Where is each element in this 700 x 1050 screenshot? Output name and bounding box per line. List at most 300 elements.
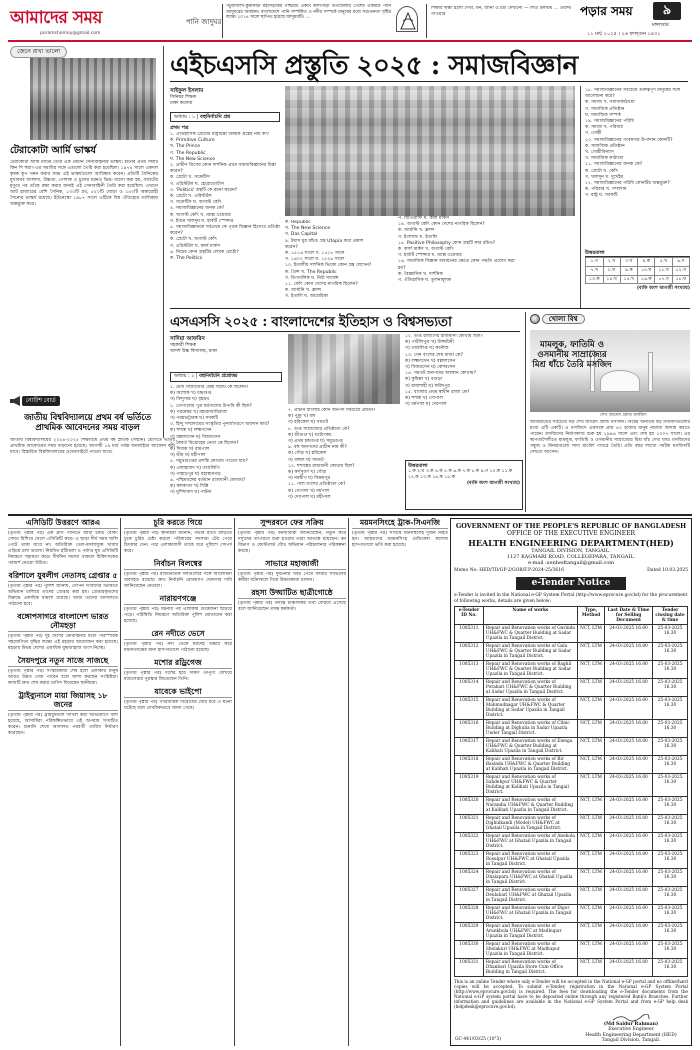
answer-cell: ৭.খ — [586, 266, 604, 275]
tender-row — [455, 796, 688, 814]
news-col-2 — [124, 518, 232, 1048]
tender-cell: Repair and Renovation works of Porabari UH&FWC & Quarter Building at Sadar Upazila in Tangail District. — [483, 678, 577, 696]
tender-cell: Repair and Renovation works of Gurinda UH&FWC & Quarter Building at Sadar Upazila in Tangail District. — [483, 624, 577, 642]
minaret-shape — [648, 352, 653, 392]
column-divider — [120, 518, 121, 1046]
answer-cell: ৮.ঘ — [603, 266, 620, 275]
tender-cell: Repair and Renovation works of Narandia UH&FWC & Quarter Building at Kalihati Upazila in Tangail District. — [483, 796, 577, 814]
ssc-banner-title: এসএসসি ২০২৫ : বাংলাদেশের ইতিহাস ও বিশ্বসভ্যতা — [170, 314, 452, 330]
question-line: গ. গোষ্ঠী — [585, 131, 602, 137]
question-line: ক) কর্ণসুবর্ণ খ) গৌড় — [288, 470, 327, 476]
news-body: (তৃতীয় পৃষ্ঠার পর) এক গ্লাস পানিতে আধা চামচ বেকিং সোডা মিশিয়ে খেলে এসিডিটি কমে। এ ছাড়া দীর্ঘ সময় খালি পেটে থাকা যাবে না। অতিরিক্ত তেল-মসলাযুক্ত খাবার এড়িয়ে চলা ভালো। নিয়মিত হাঁটাচলা ও পর্যাপ্ত ঘুম এসিডিটি নিয়ন্ত্রণে সহায়তা করে। দীর্ঘদিন সমস্যা থাকলে চিকিৎসকের পরামর্শ নেওয়া উচিত। — [8, 531, 118, 566]
tender-row — [455, 696, 688, 719]
tender-cell: 1085316 — [455, 719, 484, 737]
chapter-title: বহুনির্বাচনি প্রশ্ন — [199, 114, 231, 120]
tender-row — [455, 642, 688, 660]
news-body: (তৃতীয় পৃষ্ঠার পর) দুই দেশের নৌবাহিনীর মধ্যে পারস্পরিক সহযোগিতা বৃদ্ধির লক্ষ্যে এই মহড়ার আয়োজন করা হয়েছে। মহড়ায় উভয় দেশের একাধিক যুদ্ধজাহাজ অংশ নিচ্ছে। — [8, 634, 118, 651]
answer-table — [585, 257, 690, 284]
tender-cell: NCT, LTM — [577, 755, 604, 773]
tender-cell: NCT, LTM — [577, 886, 604, 904]
news-headline[interactable]: নির্বাচন বিলম্বের — [124, 559, 232, 570]
continued-note: (বাকি অংশ আগামী সংখ্যায়) — [466, 481, 520, 487]
question-line: ক) পাটলিপুত্র খ) উজ্জয়িনী — [405, 340, 454, 346]
question-line: গ. The Republic — [170, 150, 206, 156]
question-line: গ. Das Capital — [285, 232, 318, 238]
signature-mark — [574, 1014, 688, 1022]
question-line: ১১. পাল বংশের প্রতিষ্ঠাতা কে? — [288, 482, 346, 488]
tender-cell: Repair and Renovation works of Dighulkandi (Model) UH&FWC at Ghatail Upazila in Tangail District. — [483, 814, 577, 832]
tender-cell: Repair and Renovation works of Gala UH&FWC & Quarter Building at Sadar Upazila in Tangail District. — [483, 642, 577, 660]
students-photo — [288, 334, 400, 404]
news-headline[interactable]: সুন্দরবনে ফের সক্রিয় — [238, 518, 346, 529]
column-divider — [348, 518, 349, 1046]
question-line: ১১. কোঁৎ কোন দেশের নাগরিক ছিলেন? — [285, 282, 358, 288]
hsc-q-col3 — [398, 216, 518, 306]
tender-date: Dated 10.03.2025 — [647, 568, 688, 574]
tender-cell: 24-03-2025 16.00 — [605, 696, 653, 719]
tender-cell: 25-03-2025 16.30 — [653, 886, 688, 904]
question-line: ক. প্রিন্স খ. The Republic — [285, 269, 337, 275]
author-org: ঢাকা কলেজ — [170, 100, 193, 106]
tender-row — [455, 737, 688, 755]
signer-role: Executive Engineer — [608, 1027, 654, 1033]
section-rule — [8, 514, 692, 516]
masthead — [0, 0, 700, 40]
tender-cell: Repair and Renovation works of Deulabari UH&FWC at Ghatail Upazila in Tangail District. — [483, 886, 577, 904]
tender-cell: 1085324 — [455, 868, 484, 886]
question-line: ৯. বঙ্গ জনপদের প্রাচীন নাম কী? — [288, 445, 347, 451]
story-text: টেরাকোটা আর্মি মাটির তৈরি এক প্রাচীন সৈন্যবাহিনীর ভাস্কর্য। চীনের প্রথম সম্রাট কিন শি হুয়াং-এর সমাধির সঙ্গে এগুলো তৈরি করা হয়েছিল। ১৯৭৪ সালে একদল কৃষক কূপ খনন করার সময় এই ভাস্কর্যগুলো আবিষ্কার করেন। প্রতিটি সৈনিকের মুখাবয়ব আলাদা, উচ্চতা, পোশাক ও চুলের ধরনও ভিন্ন। ধারণা করা হয়, সম্রাটের মৃত্যুর পর তাঁকে রক্ষা করার জন্যই এই সেনাবাহিনী তৈরি করা হয়েছিল। এখানে আট হাজারের বেশি সৈনিক, ১৩০টি রথ, ৫২০টি ঘোড়া ও ১৫০টি অশ্বারোহী সৈন্যের ভাস্কর্য রয়েছে। ইউনেস্কো ১৯৮৭ সালে এটিকে বিশ্ব ঐতিহ্যের তালিকায় অন্তর্ভুক্ত করে। — [10, 160, 158, 207]
news-body: (তৃতীয় পৃষ্ঠার পর) সংঘর্ষে ঘটনাস্থলেই দুজন নিহত হন। আহতদের ময়মনসিংহ মেডিকেল কলেজ হাসপাতালে ভর্তি করা হয়েছে। — [352, 531, 448, 548]
question-line: ক. সামাজিক প্রতিষ্ঠান — [585, 143, 625, 149]
tender-office: OFFICE OF THE EXECUTIVE ENGINEER — [507, 530, 635, 537]
question-line: ১৪. অগাস্ট কোঁৎ কোন দেশের নাগরিক ছিলেন? — [398, 222, 485, 228]
question-line: ক) পুণ্ড্র খ) বঙ্গ — [288, 414, 316, 420]
tender-cell: 25-03-2025 16.30 — [653, 958, 688, 976]
tender-cell: 25-03-2025 16.30 — [653, 773, 688, 796]
answer-cell: ১০.ঘ — [637, 266, 655, 275]
news-body: (তৃতীয় পৃষ্ঠার পর) পারিবারিক বিরোধের জের ধরে এ ঘটনা ঘটেছে বলে প্রাথমিকভাবে জানা গেছে। — [124, 700, 232, 711]
question-line: ক) শ্রীগুপ্ত খ) ঘটোৎকচ — [288, 432, 332, 438]
question-line: ক. সমাজ খ. সমাজকাঠামো — [585, 100, 635, 106]
news-headline[interactable]: রেন নদীতে ভেসে — [124, 629, 232, 640]
question-line: ক) লক্ষ্মণসেন খ) বল্লালসেন — [405, 358, 456, 364]
tender-email: e-mail :xenhedtangail@gmail.com — [527, 560, 615, 566]
hsc-banner-title: এইচএসসি প্রস্তুতি ২০২৫ : সমাজবিজ্ঞান — [170, 51, 578, 81]
day-label: মঙ্গলবার — [652, 22, 669, 28]
question-line: ক) গোপাল খ) ধর্মপাল — [288, 488, 330, 494]
tender-cell: 24-03-2025 16.00 — [605, 719, 653, 737]
tender-cell: NCT, LTM — [577, 773, 604, 796]
news-headline[interactable]: চুরি করতে গিয়ে — [124, 518, 232, 529]
mosque-dome-icon — [600, 370, 640, 392]
tender-cell: 25-03-2025 16.30 — [653, 755, 688, 773]
question-line: ক) শশাঙ্ক খ) লক্ষ্মণসেন — [170, 428, 212, 434]
news-headline[interactable]: নারায়ণগঞ্জে — [124, 594, 232, 605]
question-line: ২১. সমাজবিজ্ঞানের জনক কে? — [585, 162, 643, 168]
tender-cell: NCT, LTM — [577, 678, 604, 696]
question-line: ক. জার্মানি খ. ফ্রান্স — [285, 288, 322, 294]
question-line: গ. হার্বার্ট স্পেন্সার ঘ. ম্যাক্স ওয়েবার — [398, 253, 462, 259]
tender-cell: 1085327 — [455, 886, 484, 904]
answer-cell: ১.গ — [586, 258, 604, 267]
sidebar-label: জেনে রাখা ভালো — [10, 46, 67, 58]
author-name: সাদিয়া আফরিন — [170, 336, 205, 342]
globe-icon — [530, 314, 540, 324]
terracotta-army-photo — [30, 58, 156, 140]
divider — [426, 4, 427, 38]
signer-place: Tangail Division, Tangail. — [601, 1038, 661, 1044]
answer-cell: ১৪.খ — [603, 275, 620, 284]
news-headline[interactable]: রহস্য উদ্ঘাটিত ছাত্রীগোষ্ঠে — [238, 588, 346, 599]
question-line: ২০. সমাজবিজ্ঞানের গবেষণার উপাদান কোনটি? — [585, 137, 673, 143]
tender-cell: 25-03-2025 16.30 — [653, 660, 688, 678]
news-body: (তৃতীয় পৃষ্ঠার পর) ঘটনার পর এলাকায় উত্তেজনা ছড়িয়ে পড়ে। পরিস্থিতি নিয়ন্ত্রণে অতিরিক্ত পুলিশ মোতায়েন করা হয়েছে। — [124, 607, 232, 624]
question-line: গ) বঙ্গাল ঘ) সমতট — [288, 457, 324, 463]
tender-cell: NCT, LTM — [577, 624, 604, 642]
answer-cell: ৫.খ — [655, 258, 672, 267]
question-line: ২২. সমাজবিজ্ঞানের পরিধি কোনটির অন্তর্ভুক্ত? — [585, 181, 670, 187]
tender-cell: Repair and Renovation works of Mahmudnagar UH&FWC & Quarter Building at Sadar Upazila in Tangail District. — [483, 696, 577, 719]
question-line: গ) ভীম ঘ) মহীপাল — [170, 453, 206, 459]
question-line: গ. ১৬০২ সালে ঘ. ১৫২৬ সালে — [285, 257, 345, 263]
tender-cell: 1085322 — [455, 832, 484, 850]
question-line: ক. বৈজ্ঞানিক খ. দার্শনিক — [398, 271, 443, 277]
news-col-4 — [352, 518, 448, 1048]
tender-cell: 24-03-2025 16.00 — [605, 773, 653, 796]
answer-cell: ১৬.ক — [637, 275, 655, 284]
news-article — [352, 518, 448, 549]
question-line: ১. ঐতিহাসিক প্লেটোর রাষ্ট্রচিন্তা বিষয়ক গ্রন্থের নাম কী? — [170, 132, 270, 137]
tender-cell: 1085321 — [455, 814, 484, 832]
tender-ref: GC-441/03/25 (10"3) — [455, 1036, 502, 1042]
tender-row — [455, 868, 688, 886]
question-line: খ. The Prince — [170, 144, 201, 150]
question-line: ক. Primitive Culture — [170, 138, 215, 144]
question-line: ক. The Politics — [170, 256, 203, 260]
section-rule — [170, 308, 690, 309]
question-line: ৮. গুপ্ত সাম্রাজ্যের প্রতিষ্ঠাতা কে? — [288, 426, 350, 432]
tender-cell: 24-03-2025 16.00 — [605, 796, 653, 814]
question-line: ৬. নিচের কোন গ্রন্থটির লেখক প্লেটো? — [170, 249, 239, 255]
tender-cell: Repair and Renovation works of Dhanbari Upazila Store Cum Office Building in Tangail District. — [483, 958, 577, 976]
tender-cell: 24-03-2025 16.00 — [605, 850, 653, 868]
tender-row — [455, 832, 688, 850]
tender-cell: Repair and Renovation works of Bir Basinda UH&FWC & Quarter Building at Kalihati Upazila in Tangail District. — [483, 755, 577, 773]
question-line: ক. প্লেটো খ. অগাস্ট কোঁৎ — [170, 237, 218, 243]
tender-cell: 25-03-2025 16.30 — [653, 940, 688, 958]
tender-cell: 1085329 — [455, 922, 484, 940]
answer-cell: ১৮.ঘ — [672, 275, 689, 284]
tender-cell: Repair and Renovation works of Digor UH&FWC at Ghatail Upazila in Tangail District. — [483, 904, 577, 922]
question-line: গ) বল্লালসেন ঘ) বিজয়সেন — [170, 434, 221, 440]
news-body: (তৃতীয় পৃষ্ঠার পর) সংস্কারকাজ শেষ হলে এলাকার মানুষ আরও উন্নত সেবা পাবেন বলে আশা করছেন সংশ্লিষ্টরা। কাজটি দ্রুত শেষ করার তাগিদ দিয়েছেন স্থানীয়রা। — [8, 669, 118, 686]
news-body: (তৃতীয় পৃষ্ঠার পর) দুর্ঘটনার খবর পেয়ে ফায়ার সার্ভিসের কর্মীরা ঘটনাস্থলে গিয়ে উদ্ধারকাজ চালান। — [238, 572, 346, 583]
tender-cell: 25-03-2025 16.30 — [653, 624, 688, 642]
answer-row — [586, 275, 690, 284]
news-article — [124, 658, 232, 683]
tender-row — [455, 958, 688, 976]
question-line: ১৪. সমতট জনপদের অবস্থান কোথায়? — [405, 371, 477, 377]
tender-cell: Repair and Renovation works of Anehola UH&FWC at Ghatail Upazila in Tangail District. — [483, 832, 577, 850]
tender-cell: 1085323 — [455, 850, 484, 868]
question-line: ১৫. Positive Philosophy কোন গ্রন্থটি কার রচিত? — [398, 240, 496, 246]
answer-cell: ৯.ক — [620, 266, 637, 275]
tender-cell: 1085319 — [455, 773, 484, 796]
tender-memo: Memo No: HED/TD/GP-2/GOB/F.P-2024-25/3616 — [454, 568, 564, 574]
author-role: সিনিয়র শিক্ষক — [170, 94, 197, 100]
question-line: ৩. হিন্দু সম্প্রদায়ের সংস্কৃতির পুনর্জাগরণে অবদান কার? — [170, 422, 270, 428]
tender-cell: Repair and Renovation works of Elenga UH&FWC & Quarter Building at Kalihati Upazila in Tangail District. — [483, 737, 577, 755]
question-line: ক. প্লেটো খ. সক্রেটিস — [170, 175, 210, 181]
tender-cell: 24-03-2025 16.00 — [605, 814, 653, 832]
question-line: ক. সমাজ খ. পরিবার — [585, 125, 623, 131]
tender-row — [455, 678, 688, 696]
news-article — [124, 559, 232, 590]
question-line: ক) শশাঙ্ক খ) গোপাল — [405, 396, 443, 402]
tender-cell: Repair and Renovation works of Arunkhola UH&FWC at Madhupur Upazila in Tangail District. — [483, 922, 577, 940]
question-line: ক. ১৫১৬ সালে খ. ১৫১৮ সালে — [285, 251, 345, 257]
news-headline[interactable]: বরিশালে যুবলীগ নেতাসহ গ্রেপ্তার ৫ — [8, 571, 118, 580]
hsc-part: প্রথম পত্র — [170, 125, 189, 131]
tender-cell: NCT, LTM — [577, 850, 604, 868]
ssc-q-col3 — [405, 334, 520, 454]
tender-cell: NCT, LTM — [577, 832, 604, 850]
tender-cell: NCT, LTM — [577, 696, 604, 719]
question-line: গ. সামাজিক কাঠামো — [585, 156, 624, 162]
tender-memo-row — [454, 568, 688, 574]
news-headline[interactable]: যাবেকে ভাইপো — [124, 687, 232, 698]
ssc-q-col1 — [170, 385, 282, 510]
news-body: (তৃতীয় পৃষ্ঠার পর) পুলিশ জানায়, গোপন সংবাদের ভিত্তিতে অভিযান চালিয়ে তাদের গ্রেপ্তার করা হয়। গ্রেপ্তারকৃতদের বিরুদ্ধে একাধিক মামলা রয়েছে। আজ তাদের আদালতে পাঠানো হবে। — [8, 584, 118, 607]
question-line: ২. প্রাচীন গ্রিসের কোন দার্শনিক প্রথম সমাজবিজ্ঞানের চিন্তা করেন? — [170, 163, 276, 175]
question-line: ১৯. সমাজবিজ্ঞানের পরিধি — [585, 119, 634, 125]
question-line: ৩. 'Politics' গ্রন্থটি কে রচনা করেন? — [170, 187, 238, 193]
tender-row — [455, 922, 688, 940]
tender-gov: GOVERNMENT OF THE PEOPLE'S REPUBLIC OF BANGLADESH — [455, 522, 687, 530]
answer-cell: ১২.গ — [672, 266, 689, 275]
question-line: ১. মৌর্য সাম্রাজ্যের শ্রেষ্ঠ সম্রাট কে ছিলেন? — [170, 385, 249, 390]
tender-cell: 1085331 — [455, 958, 484, 976]
section-title: পড়ার সময় — [580, 4, 633, 18]
question-line: গ. এরিস্টটল ঘ. হেরোডোটাস — [170, 181, 224, 187]
question-line: ক) এলাহাবাদ খ) তাম্রলিপি — [170, 465, 220, 471]
chapter-number: অধ্যায় : ২ — [174, 374, 195, 379]
tender-cell: 25-03-2025 16.30 — [653, 737, 688, 755]
news-body: (তৃতীয় পৃষ্ঠার পর) দলের হয়ে দারুণ নৈপুণ্য দেখিয়ে ম্যাচসেরার পুরস্কার জিতেছেন তিনি। — [124, 671, 232, 682]
tender-cell: 25-03-2025 16.30 — [653, 642, 688, 660]
question-line: গ) দেবপাল ঘ) মহীপাল — [288, 494, 331, 500]
tender-cell: Repair and Renovation works of Sholakuri UH&FWC at Madhupur Upazila in Tangail District. — [483, 940, 577, 958]
answer-key-title: উত্তরমালা — [408, 463, 428, 469]
world-label — [530, 314, 690, 328]
tender-notice — [450, 518, 692, 1046]
question-line: ৪. সমাজবিজ্ঞানের জনক কে? — [170, 206, 225, 212]
tender-cell: Repair and Renovation works of Sahdebpur UH&FWC & Quarter Building at Kalihati Upazila in Tangail District. — [483, 773, 577, 796]
question-line: ক. পরিবার খ. সম্প্রদায় — [585, 187, 627, 193]
news-headline[interactable]: বঙ্গোপসাগরে বাংলাদেশ ভারত নৌমহড়া — [8, 612, 118, 632]
news-headline[interactable]: সৈয়দপুরে নতুন সাজে সাজছে — [8, 656, 118, 667]
question-line: ক. প্লেটো খ. কোঁৎ — [585, 168, 619, 174]
tender-cell: 24-03-2025 16.00 — [605, 624, 653, 642]
question-line: গ) রাজশাহী ঘ) ফরিদপুর — [405, 383, 450, 389]
tender-footer: This is an online Tender where only e-Tender will be accepted in the National e-GP portal and no offline/hard copies will be accepted. To submit e-Tender, registration in the National e-GP System Portal (http://www.eprocure.gov.bd) is required. The fees for downloading the e-Tender documents from the National e-GP system portal have to be deposited online through any registered Bank's Branches. Further information and guidelines are available in the National e-GP System Portal and from e-GP help desk (helpdesk@eprocure.gov.bd). — [454, 978, 688, 1010]
tender-cell: 25-03-2025 16.30 — [653, 796, 688, 814]
tender-cell: NCT, LTM — [577, 737, 604, 755]
tender-cell: NCT, LTM — [577, 642, 604, 660]
tender-cell: NCT, LTM — [577, 660, 604, 678]
answer-key-title: উত্তরমালা — [585, 250, 690, 257]
news-article — [8, 571, 118, 608]
news-headline[interactable]: ট্রাইব্যুনালে মায়া জিয়াসহ ১৮ জনের — [8, 691, 118, 711]
answer-cell: ৪.ক — [637, 258, 655, 267]
tender-cell: NCT, LTM — [577, 958, 604, 976]
question-line: ক) পরমেশ্বর খ) মহারাজাধিরাজ — [170, 409, 227, 415]
question-line: গ) নবদ্বীপ ঘ) বিক্রমপুর — [288, 476, 331, 482]
tender-cell: 1085314 — [455, 678, 484, 696]
question-line: গ. ইতালি ঘ. আমেরিকা — [285, 294, 329, 300]
hsc-author — [170, 88, 250, 106]
question-line: গ) বিন্দুসার ঘ) বৃহদ্রথ — [170, 397, 210, 403]
signer-dept: Health Engineering Department (HED) — [585, 1032, 677, 1038]
tender-cell: 25-03-2025 16.30 — [653, 868, 688, 886]
question-line: ৫. সমুদ্রগুপ্তের প্রশস্তি কোথায় পাওয়া যায়? — [170, 459, 248, 465]
tender-row — [455, 773, 688, 796]
tender-cell: 25-03-2025 16.30 — [653, 696, 688, 719]
question-line: ২. গোপালের পুত্র ধর্মপালের উপাধি কী ছিল? — [170, 403, 252, 409]
question-line: গ) হরিকেল ঘ) সমতট — [288, 420, 329, 426]
tender-cell: NCT, LTM — [577, 719, 604, 737]
tender-header-cell: Type, Method — [577, 606, 604, 624]
answer-cell: ৩.খ — [620, 258, 637, 267]
tender-cell: 24-03-2025 16.00 — [605, 868, 653, 886]
hsc-banner — [170, 50, 688, 82]
news-article — [124, 629, 232, 654]
tender-cell: NCT, LTM — [577, 904, 604, 922]
tender-cell: 25-03-2025 16.30 — [653, 832, 688, 850]
tender-cell: 1085320 — [455, 796, 484, 814]
tender-cell: 24-03-2025 16.00 — [605, 642, 653, 660]
question-line: ক. প্লেটো খ. এরিস্টটল — [170, 194, 212, 200]
news-col-3 — [238, 518, 346, 1048]
tender-cell: Repair and Renovation works of Clinic Building at Dighulia in Sadar Upazila Under Tangail District. — [483, 719, 577, 737]
tender-cell: 25-03-2025 16.30 — [653, 678, 688, 696]
question-line: গ) তাম্রলিপ্ত ঘ) কনৌজ — [405, 346, 449, 352]
question-line: ১৫. বাংলার প্রথম স্বাধীন রাজা কে? — [405, 389, 470, 395]
hsc-q-col2 — [285, 220, 373, 305]
answer-cell: ১১.খ — [655, 266, 672, 275]
news-article — [124, 594, 232, 625]
news-article — [8, 691, 118, 737]
tender-cell: 25-03-2025 16.30 — [653, 922, 688, 940]
tender-cell: 24-03-2025 16.00 — [605, 755, 653, 773]
news-article — [238, 559, 346, 584]
question-line: গ) প্রথম চন্দ্রগুপ্ত ঘ) সমুদ্রগুপ্ত — [288, 439, 343, 445]
tender-cell: 1085318 — [455, 755, 484, 773]
tender-header-cell: Last Date & Time for Selling Document — [605, 606, 653, 624]
news-body: (তৃতীয় পৃষ্ঠার পর) নদী থেকে মরদেহ উদ্ধার করে ময়নাতদন্তের জন্য হাসপাতালে পাঠানো হয়েছে। — [124, 642, 232, 653]
tender-division: TANGAIL DIVISION, TANGAIL. — [531, 547, 611, 554]
question-line: গ. রিপাবলিক ঘ. নিউ সায়েন্স — [285, 275, 339, 281]
news-headline[interactable]: এসিডিটি উত্তরণে আরএ — [8, 518, 118, 529]
news-headline[interactable]: সাভারে মহাজাজী — [238, 559, 346, 570]
news-body: (তৃতীয় পৃষ্ঠার পর) রাজনৈতিক দলগুলোর সঙ্গে আলোচনা অব্যাহত রয়েছে। দ্রুত নির্বাচনি রোডম্যাপ ঘোষণার দাবি জানিয়েছেন নেতারা। — [124, 572, 232, 589]
tender-cell: 25-03-2025 16.30 — [653, 719, 688, 737]
question-line: ক) দিব্যক খ) রামপাল — [170, 447, 210, 453]
page-number: ৯ — [653, 2, 681, 20]
world-label-text: খোলা বিশ্ব — [542, 314, 585, 324]
tender-intro: e-Tender is invited in the National e-GP System Portal (http://www.eprocure.gov.bd) for the procurement of following works, details are given below: — [454, 593, 688, 604]
ssc-chapter-tag — [170, 372, 282, 382]
question-line: ১০. ইতালীয় দার্শনিক ভিকো কোন গ্রন্থ লেখেন? — [285, 263, 372, 269]
column-divider — [163, 46, 164, 438]
question-line: গ. সামাজিক প্রতিষ্ঠান — [585, 106, 625, 112]
left-sidebar — [8, 46, 158, 424]
author-name: সাইফুল ইসলাম — [170, 88, 204, 94]
notice-label: নোটিশ বোর্ড — [22, 396, 60, 406]
divider — [222, 4, 223, 38]
question-line: ১৩. সেন বংশের শেষ রাজা কে? — [405, 352, 463, 358]
tender-row — [455, 660, 688, 678]
tender-cell: 1085317 — [455, 737, 484, 755]
tender-cell: NCT, LTM — [577, 922, 604, 940]
tender-cell: 24-03-2025 16.00 — [605, 737, 653, 755]
news-col-1 — [8, 518, 118, 1048]
tender-cell: NCT, LTM — [577, 940, 604, 958]
question-line: গ) পাহাড়পুর ঘ) মহাস্থানগড় — [170, 471, 221, 477]
question-line: গ) বিজয়সেন ঘ) কেশবসেন — [405, 365, 456, 371]
tender-title: e-Tender Notice — [516, 577, 626, 590]
continued-note: (বাকি অংশ আগামী সংখ্যায়) — [636, 286, 690, 292]
question-line: গ. রাষ্ট্র ঘ. সবকটি — [585, 193, 618, 199]
news-article — [124, 518, 232, 555]
museum-logo-icon — [396, 6, 418, 32]
question-line: ক. অগাস্ট কোঁৎ খ. ম্যাক্স ওয়েবার — [170, 212, 231, 218]
world-text: আমিরাতের সবচেয়ে বড় শেখ জায়েদ গ্র্যান্ড মসজিদ। বিশ্বের অন্যতম বড় মসজিদগুলোর মধ্যে এটি একটি। এ মসজিদে একসঙ্গে প্রায় ৪০ হাজার মানুষ নামাজ আদায় করতে পারেন। মসজিদের নির্মাণকাজ শুরু হয় ১৯৯৬ সালে এবং শেষ হয় ২০০৭ সালে। এর স্থাপত্যশৈলীতে মামলুক, ফাতিমি ও ওসমানীয় সাম্রাজ্যের মিশ্র ধাঁচ দেখা যায়। মসজিদের গম্বুজ ও মিনারগুলো সাদা মার্বেল পাথরে তৈরি। প্রতি বছর লাখো পর্যটক মসজিদটি দেখতে আসেন। — [530, 420, 690, 455]
tender-cell: 24-03-2025 16.00 — [605, 832, 653, 850]
tender-signature — [574, 1014, 688, 1044]
column-divider — [525, 312, 526, 512]
question-line: ঘ. সামাজিক সম্পর্ক — [585, 112, 621, 118]
story-title: টেরাকোটা আর্মি ভাস্কর্য — [10, 145, 96, 156]
world-title: মামলুক, ফাতিমি ও ওসমানীয় সাম্রাজ্যের মিশ্র ধাঁচে তৈরি মসজিদ — [532, 340, 612, 370]
news-article — [238, 518, 346, 555]
tender-cell: 24-03-2025 16.00 — [605, 940, 653, 958]
tender-table — [454, 606, 688, 977]
question-line: গ. ঐতিহাসিক ঘ. তুলনামূলক — [398, 278, 452, 284]
tender-row — [455, 755, 688, 773]
question-line: ক. কার্ল মার্কস খ. অগাস্ট কোঁৎ — [398, 247, 454, 253]
answer-row — [586, 258, 690, 267]
tender-cell: 25-03-2025 16.30 — [653, 850, 688, 868]
notice-board-badge — [10, 396, 158, 408]
news-headline[interactable]: মশোর রড্রিগেজ — [124, 658, 232, 669]
question-line: ঘ. The New Science — [170, 156, 216, 162]
newspaper-logo[interactable] — [10, 8, 130, 30]
tender-cell: 1085313 — [455, 660, 484, 678]
quote-text: শিক্ষার লক্ষ্য হলো দেখা, মন, জানা ও চর্চা দেখানো — লিও টলস্টয় ... ওয়াল্ট পাওয়ার — [431, 6, 571, 17]
tender-cell: 1085330 — [455, 940, 484, 958]
question-line: গ. খালদুন ঘ. দুর্খেইম — [585, 174, 624, 180]
news-article — [238, 588, 346, 613]
tender-cell: NCT, LTM — [577, 868, 604, 886]
question-line: ১২. গুপ্ত রাজাদের রাজধানী কোথায় ছিল? — [405, 334, 483, 339]
question-line: ক. জার্মানি খ. ফ্রান্স — [398, 228, 435, 234]
news-article — [8, 518, 118, 567]
chapter-number: অধ্যায় : ১ — [174, 114, 196, 120]
blurb-text: পটুয়াখালী-কুয়াকাটা মহাসড়কের পশ্চিমটি একটা কলাপাড়া উপজেলার পেশের একমাত্র পানি জাদুঘরের অবস্থান। বাংলাদেশে পানি সম্পর্কিত ও নদীর সম্পর্কে মানুষের মধ্যে সচেতনতা সৃষ্টির লক্ষ্যে ২০১৪ সালে স্থাপিত হয়েছে জাদুঘরটি। ... — [226, 4, 391, 21]
news-headline[interactable]: ময়মনসিংহে ট্রাক-সিএনজি — [352, 518, 448, 529]
